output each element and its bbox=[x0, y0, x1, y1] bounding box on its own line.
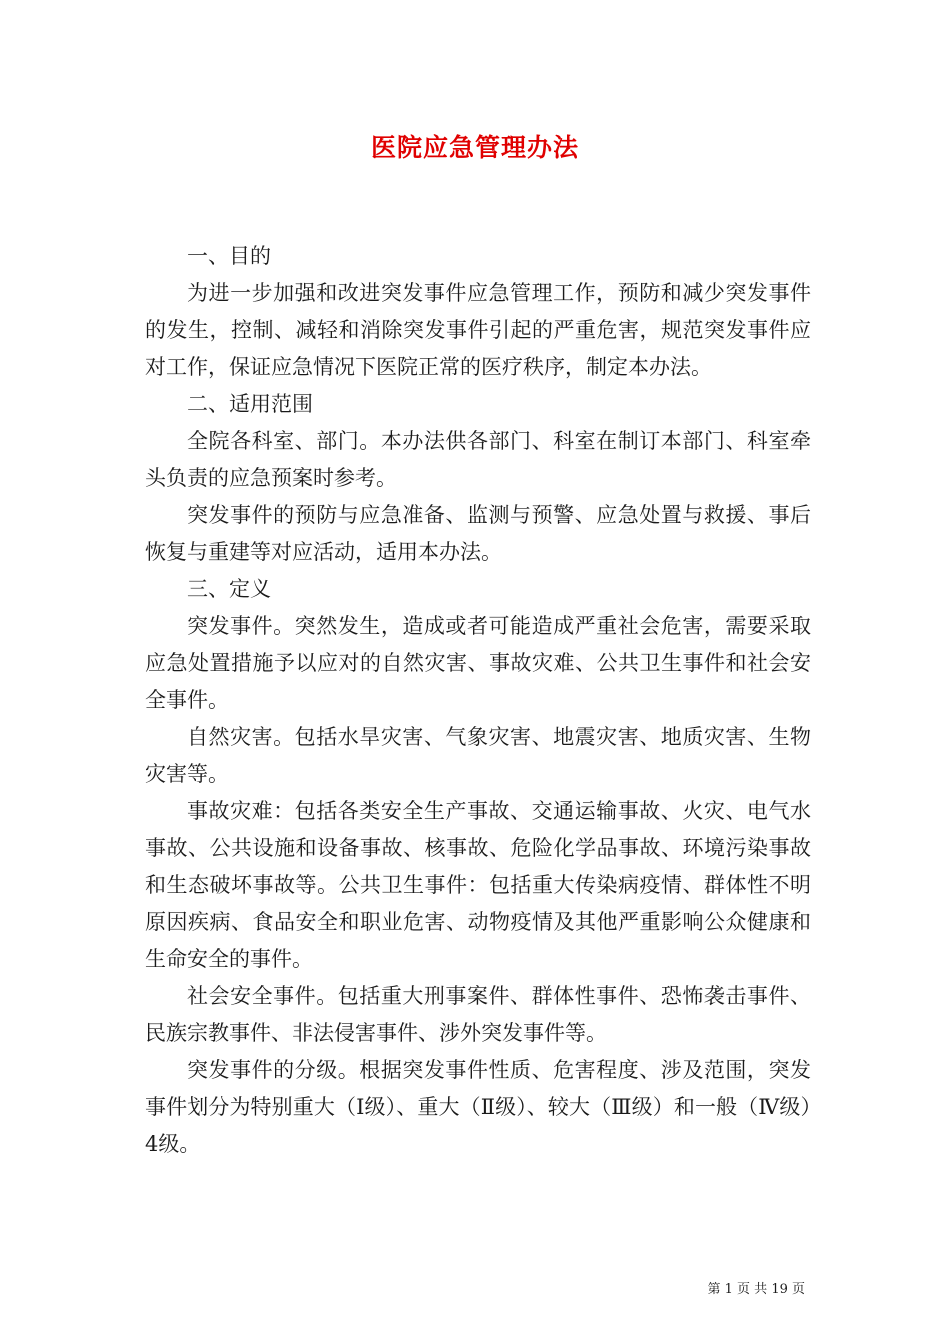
paragraph-definition-social-security: 社会安全事件。包括重大刑事案件、群体性事件、恐怖袭击事件、民族宗教事件、非法侵害事件、涉外突发事件等。 bbox=[145, 984, 811, 1045]
paragraph-scope-activities: 突发事件的预防与应急准备、监测与预警、应急处置与救援、事后恢复与重建等对应活动，适用本办法。 bbox=[145, 503, 811, 564]
section-heading-purpose: 一、目的 bbox=[187, 244, 271, 268]
paragraph-definition-accident: 事故灾难：包括各类安全生产事故、交通运输事故、火灾、电气水事故、公共设施和设备事故、核事故、危险化学品事故、环境污染事故和生态破坏事故等。公共卫生事件：包括重大传染病疫情、群体性不明原因疾病、食品安全和职业危害、动物疫情及其他严重影响公众健康和生命安全的事件。 bbox=[145, 799, 811, 971]
paragraph-definition-grading: 突发事件的分级。根据突发事件性质、危害程度、涉及范围，突发事件划分为特别重大（Ⅰ级）、重大（Ⅱ级）、较大（Ⅲ级）和一般（Ⅳ级）4级。 bbox=[145, 1058, 811, 1156]
paragraph-scope-departments: 全院各科室、部门。本办法供各部门、科室在制订本部门、科室牵头负责的应急预案时参考。 bbox=[145, 429, 811, 490]
document-title: 医院应急管理办法 bbox=[370, 133, 579, 162]
section-heading-scope: 二、适用范围 bbox=[187, 392, 313, 416]
paragraph-purpose: 为进一步加强和改进突发事件应急管理工作，预防和减少突发事件的发生，控制、减轻和消除突发事件引起的严重危害，规范突发事件应对工作，保证应急情况下医院正常的医疗秩序，制定本办法。 bbox=[145, 281, 811, 379]
page-number: 第 1 页 共 19 页 bbox=[707, 1282, 805, 1297]
paragraph-definition-natural-disaster: 自然灾害。包括水旱灾害、气象灾害、地震灾害、地质灾害、生物灾害等。 bbox=[145, 725, 811, 786]
section-heading-definitions: 三、定义 bbox=[187, 577, 271, 601]
paragraph-definition-emergency: 突发事件。突然发生，造成或者可能造成严重社会危害，需要采取应急处置措施予以应对的自然灾害、事故灾难、公共卫生事件和社会安全事件。 bbox=[145, 614, 811, 712]
document-body bbox=[145, 238, 811, 1163]
